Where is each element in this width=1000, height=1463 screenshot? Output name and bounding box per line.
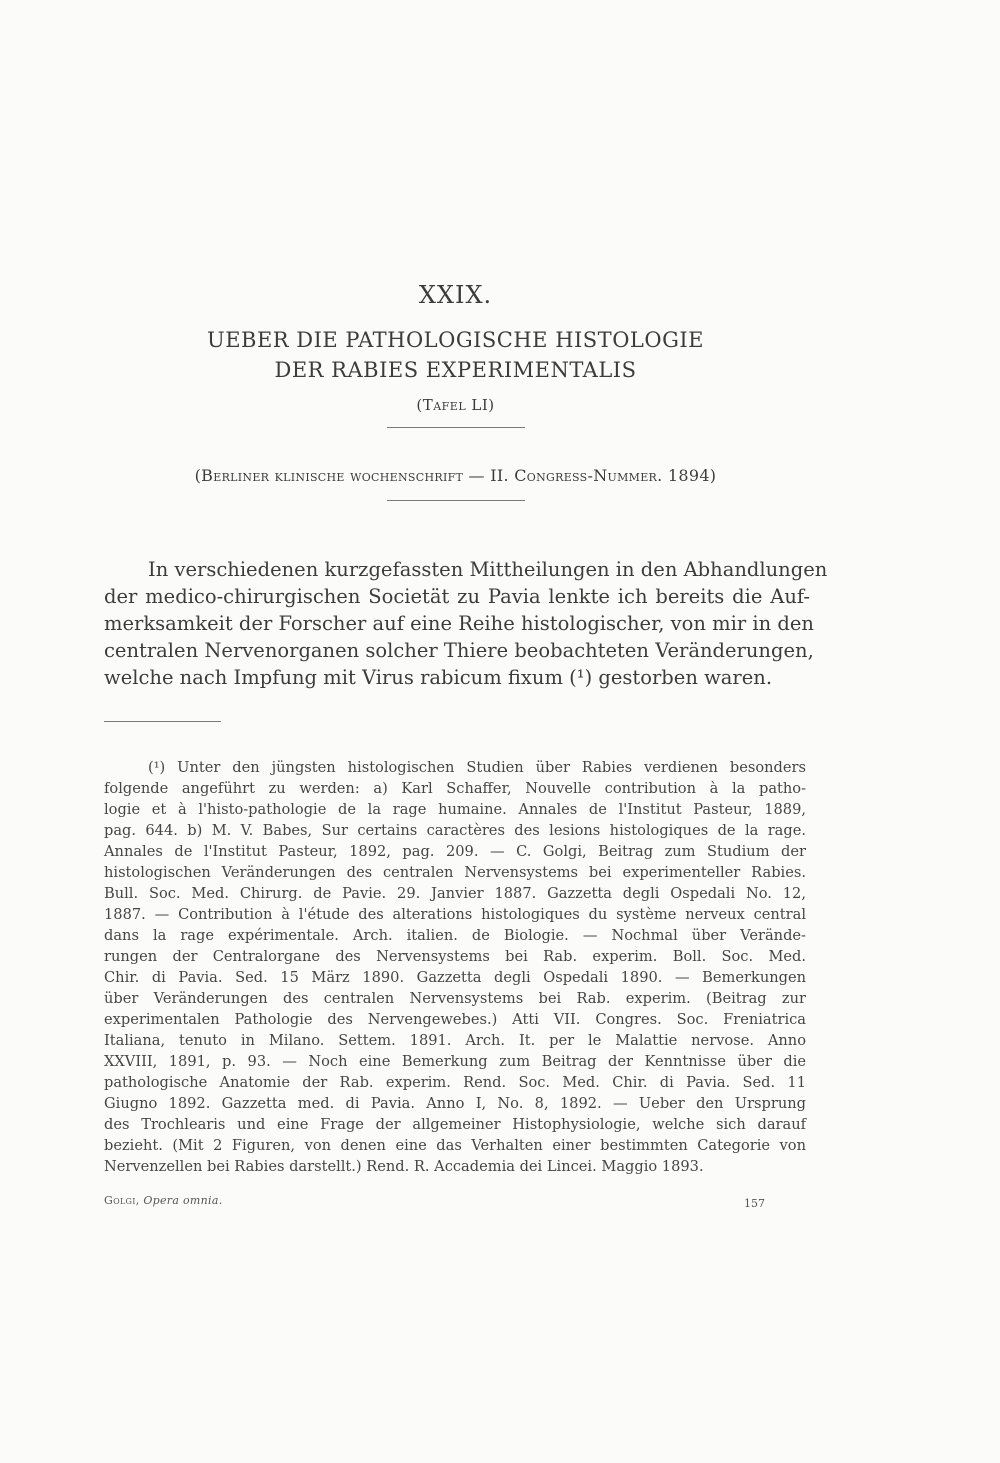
footnote-line: histologischen Veränderungen des centralen Nervensystems bei experimenteller Rabies. bbox=[104, 864, 806, 881]
footnote-line: Italiana, tenuto in Milano. Settem. 1891. Arch. It. per le Malattie nervose. Anno bbox=[104, 1032, 806, 1049]
footer-author: Golgi, bbox=[104, 1194, 140, 1207]
footer-work-title: Opera omnia. bbox=[143, 1194, 223, 1207]
footnote-line: Giugno 1892. Gazzetta med. di Pavia. Anno I, No. 8, 1892. — Ueber den Ursprung bbox=[104, 1095, 806, 1112]
footnote-line: XXVIII, 1891, p. 93. — Noch eine Bemerkung zum Beitrag der Kenntnisse über die bbox=[104, 1053, 806, 1070]
source-citation: (Berliner klinische wochenschrift — II. Congress-Nummer. 1894) bbox=[194, 466, 717, 485]
footnote-line: Annales de l'Institut Pasteur, 1892, pag. 209. — C. Golgi, Beitrag zum Studium der bbox=[104, 843, 806, 860]
running-footer bbox=[104, 1194, 223, 1207]
title-divider bbox=[387, 427, 525, 428]
footnote-line: Bull. Soc. Med. Chirurg. de Pavie. 29. Janvier 1887. Gazzetta degli Ospedali No. 12, bbox=[104, 885, 806, 902]
footnote-line: logie et à l'histo-pathologie de la rage humaine. Annales de l'Institut Pasteur, 1889, bbox=[104, 801, 806, 818]
footnote-line: pathologische Anatomie der Rab. experim. Rend. Soc. Med. Chir. di Pavia. Sed. 11 bbox=[104, 1074, 806, 1091]
footnote-line: folgende angeführt zu werden: a) Karl Schaffer, Nouvelle contribution à la patho- bbox=[104, 780, 806, 797]
footnote-line: über Veränderungen des centralen Nervensystems bei Rab. experim. (Beitrag zur bbox=[104, 990, 806, 1007]
source-divider bbox=[387, 500, 525, 501]
body-line: merksamkeit der Forscher auf eine Reihe histologischer, von mir in den bbox=[104, 612, 814, 635]
footnote-line: experimentalen Pathologie des Nervengewebes.) Atti VII. Congres. Soc. Freniatrica bbox=[104, 1011, 806, 1028]
footnote-line: Nervenzellen bei Rabies darstellt.) Rend. R. Accademia dei Lincei. Maggio 1893. bbox=[104, 1158, 704, 1175]
footnote-line: dans la rage expérimentale. Arch. italien. de Biologie. — Nochmal über Verände- bbox=[104, 927, 806, 944]
plate-reference: (Tafel LI) bbox=[416, 396, 495, 414]
chapter-number: XXIX. bbox=[418, 281, 493, 309]
footnote-line: rungen der Centralorgane des Nervensystems bei Rab. experim. Boll. Soc. Med. bbox=[104, 948, 806, 965]
footnote-line: pag. 644. b) M. V. Babes, Sur certains caractères des lesions histologiques de la rage. bbox=[104, 822, 806, 839]
title-line-1: UEBER DIE PATHOLOGISCHE HISTOLOGIE bbox=[207, 328, 704, 352]
footnote-line: (¹) Unter den jüngsten histologischen Studien über Rabies verdienen besonders bbox=[148, 759, 806, 776]
body-line: welche nach Impfung mit Virus rabicum fixum (¹) gestorben waren. bbox=[104, 666, 773, 689]
footnote-line: des Trochlearis und eine Frage der allgemeiner Histophysiologie, welche sich darauf bbox=[104, 1116, 806, 1133]
footnote-line: Chir. di Pavia. Sed. 15 März 1890. Gazzetta degli Ospedali 1890. — Bemerkungen bbox=[104, 969, 806, 986]
body-line: der medico-chirurgischen Societät zu Pavia lenkte ich bereits die Auf- bbox=[104, 585, 810, 608]
body-line: In verschiedenen kurzgefassten Mittheilungen in den Abhandlungen bbox=[148, 558, 828, 581]
title-line-2: DER RABIES EXPERIMENTALIS bbox=[274, 358, 637, 382]
body-line: centralen Nervenorganen solcher Thiere beobachteten Veränderungen, bbox=[104, 639, 814, 662]
footnote-divider bbox=[104, 721, 221, 722]
page-number: 157 bbox=[744, 1197, 765, 1210]
footnote-line: 1887. — Contribution à l'étude des alterations histologiques du système nerveux central bbox=[104, 906, 806, 923]
footnote-line: bezieht. (Mit 2 Figuren, von denen eine das Verhalten einer bestimmten Categorie von bbox=[104, 1137, 806, 1154]
